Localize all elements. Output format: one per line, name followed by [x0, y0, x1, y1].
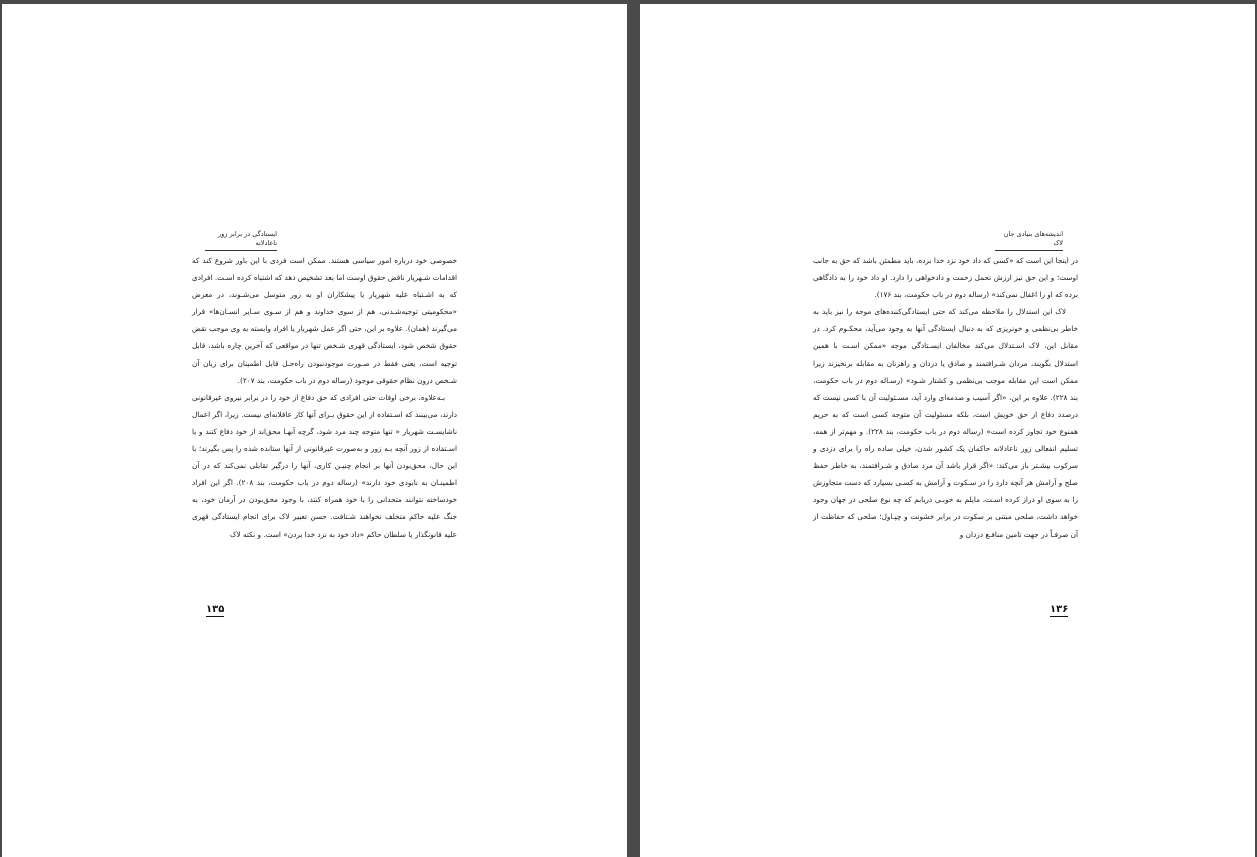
running-header: اندیشه‌های بنیادی جان لاک — [995, 230, 1063, 251]
paragraph: لاک این استدلال را ملاحظه می‌کند که حتی ایستادگی‌کننده‌های موجه را نیز باید به خاطر بی‌نظمی و خونریزی که به دنبال ایستادگی آنها به وجود می‌آید، محکـوم کرد. در مقابل این، لاک اسـتدلال می‌کند مخالفان ایسـتادگی موجه «ممکن اسـت با همین استدلال بگویند، مردان شـرافتمند و صادق یا دزدان و راهزنان به مقابله برنخیزند زیرا ممکن است این مقابله موجب بی‌نظمی و کشتار شـود» (رسـاله دوم در باب حکومت، بند ۲۲۸). علاوه بر این، «اگر آسیب و صدمه‌ای وارد آید، مسـئولیت آن با کسی نیست که درصدد دفاع از حق خویش است، بلکه مسئولیت آن متوجه کسی است که به حریم همنوع خود تجاوز کرده است» (رساله دوم در باب حکومت، بند ۲۲۸). و مهم‌تر از همه، تسلیم انفعالی زور ناعادلانه حاکمان یک کشور شدن، خیلی ساده راه را برای دزدی و سرکوب بیشـتر باز می‌کند: «اگر قرار باشد آن مرد صادق و شـرافتمند، به خاطر حفظ صلح و آرامش هر آنچه دارد را در سـکوت و آرامش به کسـی بسپارد که دست متجاوزش را به سوی او دراز کرده اسـت، مایلم به خوبـی دریابم که چه نوع صلحی در جهان وجود خواهد داشت، صلحی مبتنی بر سکوت در برابر خشونت و چپـاول؛ صلحی که حفاظت از آن صرفـاً در جهت تامین منافـع دزدان و — [813, 307, 1078, 539]
paragraph: خصوصی خود درباره امور سیاسی هستند. ممکن است فردی با این باور شروع کند که اقدامات شـهریار ناقض حقوق اوست اما بعد تشخیص دهد که اشتباه کرده اسـت. افرادی که به اشـتباه علیه شهریار یا پیشکاران او به زور متوسل می‌شـوند، در معرض «محکومیتی توجیه‌شـدنی، هم از سوی خداوند و هم از سـوی سـایر انسـان‌ها» قرار می‌گیرند (همان). علاوه بر این، حتی اگر عمل شهریار یا افراد وابسته به وی موجب نقض حقوق شخص شود، ایستادگی قهری شـخص تنها در مواقعی که آخرین چاره باشد، قابل توجیه است، یعنی فقط در صـورت موجودنبودن راه‌حـل قابل اطمینان برای زبان آن شـخص درون نظام حقوقی موجود (رساله دوم در باب حکومت، بند ۲۰۷). — [192, 256, 457, 385]
page-135 — [2, 4, 627, 857]
page-number: ۱۳۵ — [206, 604, 225, 615]
paragraph: بـه‌علاوه، برخی اوقات حتی افرادی که حق دفاع از خود را در برابر نیروی غیرقانونی دارند، می‌بینند که اسـتفاده از این حقوق بـرای آنها کار عاقلانه‌ای نیست. زیرا، اگر اعمال ناشایسـت شهریار « تنها متوجه چند مرد شود، گرچه آنهـا محق‌اند از خود دفاع کنند و یا اسـتفاده از زور آنچه بـه زور و به‌صورت غیرقانونی از آنها ستانده شده را پس بگیرند؛ با این حال، محق‌بودن آنها بر انجام چنیـن کاری، آنها را درگیر تقابلی نمی‌کند که در آن اطمینـان به نابودی خود دارند» (رساله دوم در باب حکومت، بند ۲۰۸). اگر این افراد خودساخته نتوانند متحدانی را با خود همراه کنند، با وجود محق‌بودن در آرمان خود، به جنگ علیه حاکم متخلف نخواهند شـتافت. حسن تعبیر لاک برای انجام ایستادگی قهری علیه قانونگذار یا سلطان حاکم «داد خود به نزد خدا بردن» است. و نکته لاک — [192, 392, 457, 539]
page-number: ۱۳۶ — [1050, 604, 1069, 615]
page-body — [192, 252, 457, 543]
paragraph: در اینجا این است که «کسی که داد خود نزد خدا برده، باید مطمئن باشد که حق به جانب اوست؛ و این حق نیز ارزش تحمل زحمت و دادخواهی را دارد. او داد خود را به دادگاهی برده که او را اغفال نمی‌کند» (رساله دوم در باب حکومت، بند ۱۷۶). — [813, 256, 1078, 300]
running-header: ایستادگی در برابر زور ناعادلانه — [205, 230, 277, 251]
page-body — [813, 252, 1078, 543]
page-136 — [640, 4, 1255, 857]
